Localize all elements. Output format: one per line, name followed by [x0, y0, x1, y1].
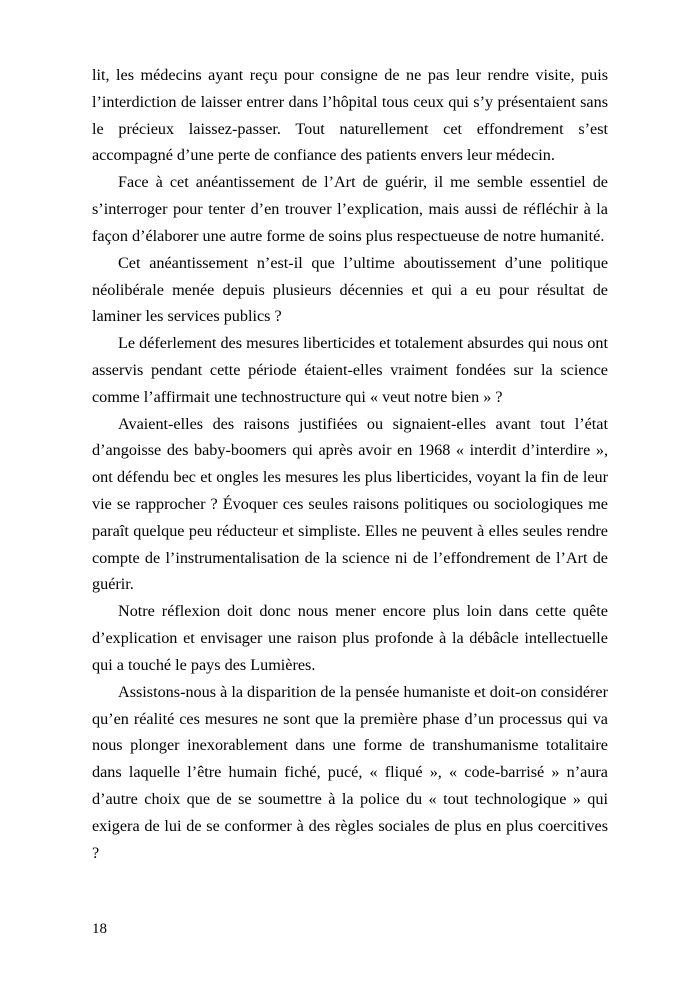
- paragraph: Notre réflexion doit donc nous mener encore plus loin dans cette quête d’explication et envisager une raison plus profonde à la débâcle intellectuelle qui a touché le pays des Lumières.: [92, 602, 608, 674]
- page-number: 18: [92, 921, 107, 937]
- body-text-block: [92, 62, 608, 866]
- paragraph: Face à cet anéantissement de l’Art de guérir, il me semble essentiel de s’interroger pour tenter d’en trouver l’explication, mais aussi de réfléchir à la façon d’élaborer une autre forme de soins plus respectueuse de notre humanité.: [92, 173, 608, 245]
- paragraph: Assistons-nous à la disparition de la pensée humaniste et doit-on considérer qu’en réalité ces mesures ne sont que la première phase d’un processus qui va nous plonger inexorablement dans une forme de transhumanisme totalitaire dans laquelle l’être humain fiché, pucé, « fliqué », « code-barrisé » n’aura d’autre choix que de se soumettre à la police du « tout technologique » qui exigera de lui de se conformer à des règles sociales de plus en plus coercitives ?: [92, 682, 609, 862]
- paragraph: Cet anéantissement n’est-il que l’ultime aboutissement d’une politique néolibérale menée depuis plusieurs décennies et qui a eu pour résultat de laminer les services publics ?: [92, 253, 608, 326]
- paragraph: Le déferlement des mesures liberticides et totalement absurdes qui nous ont asservis pendant cette période étaient-elles vraiment fondées sur la science comme l’affirmait une technostructure qui « veut notre bien » ?: [92, 334, 608, 406]
- paragraph: Avaient-elles des raisons justifiées ou signaient-elles avant tout l’état d’angoisse des baby-boomers qui après avoir en 1968 « interdit d’interdire », ont défendu bec et ongles les mesures les plus liberticides, voyant la fin de leur vie se rapprocher ? Évoquer ces seules raisons politiques ou sociologiques me paraît quelque peu réducteur et simpliste. Elles ne peuvent à elles seules rendre compte de l’instrumentalisation de la science ni de l’effondrement de l’Art de guérir.: [92, 414, 608, 594]
- paragraph: lit, les médecins ayant reçu pour consigne de ne pas leur rendre visite, puis l’interdiction de laisser entrer dans l’hôpital tous ceux qui s’y présentaient sans le précieux laissez-passer. Tout naturellement cet effondrement s’est accompagné d’une perte de confiance des patients envers leur médecin.: [92, 66, 608, 165]
